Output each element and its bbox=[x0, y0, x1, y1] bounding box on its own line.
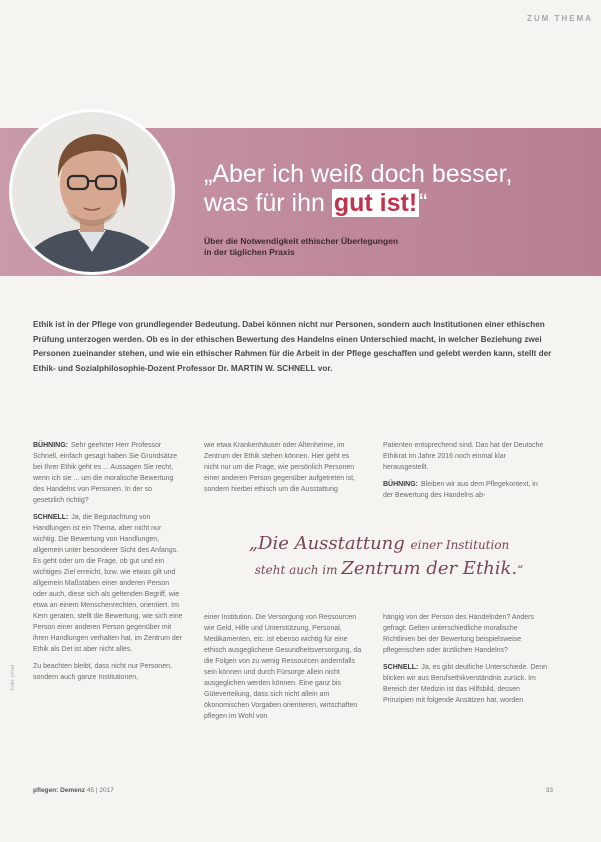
paragraph-text: Ja, es gibt deutliche Unterschiede. Denn blicken wir aus Berufsethikverständnis zurück. Im Bereich der Medizin ist das Hilfsbild, dessen Prinzipien mit folgende Ansätzen hat, worden bbox=[383, 664, 548, 704]
pull-quote-part: steht auch im bbox=[254, 563, 342, 577]
intro-paragraph bbox=[33, 318, 568, 376]
paragraph bbox=[383, 440, 548, 473]
pull-quote-line-1 bbox=[204, 532, 554, 557]
pull-quote-part: Zentrum der Ethik. bbox=[341, 558, 518, 579]
photo-credit: Foto: privat bbox=[10, 664, 16, 690]
paragraph bbox=[33, 661, 183, 683]
issue-number: 45 | 2017 bbox=[86, 787, 114, 794]
paragraph bbox=[383, 662, 548, 706]
subheadline-line-1: Über die Notwendigkeit ethischer Überlegungen bbox=[204, 236, 399, 246]
article-column-3-bottom bbox=[383, 612, 548, 712]
article-column-3-top bbox=[383, 440, 548, 507]
paragraph bbox=[204, 440, 364, 495]
paragraph bbox=[383, 612, 548, 656]
headline-line-2-end: “ bbox=[419, 189, 428, 217]
headline-accent: gut ist! bbox=[333, 189, 418, 217]
speaker-label: SCHNELL: bbox=[33, 514, 69, 521]
paragraph-text: Bleiben wir aus dem Pflegekontext, in der Bewertung des Handelns ab- bbox=[383, 481, 538, 499]
paragraph-text: Sehr geehrter Herr Professor Schnell, einfach gesagt haben Sie Grundsätze bei Ihrer Ethik geht es ... Aussagen Sie recht, wenn ich sie ... um die moralische Bewertung des Handelns von Personen. In der so gesetzlich richtig? bbox=[33, 442, 177, 504]
footer-publication bbox=[33, 787, 114, 794]
headline-line-1: „Aber ich weiß doch besser, bbox=[204, 160, 513, 188]
pull-quote bbox=[204, 532, 554, 582]
subheadline bbox=[204, 236, 534, 258]
article-column-1 bbox=[33, 440, 183, 689]
author-name: MARTIN W. SCHNELL bbox=[230, 363, 316, 373]
article-column-2-top bbox=[204, 440, 364, 501]
section-tag: ZUM THEMA bbox=[527, 14, 593, 23]
paragraph-text: wie etwa Krankenhäuser oder Altenheime, im Zentrum der Ethik stehen können. Hier geht es nicht nur um die Frage, wie persönlich Personen einer anderen Person gegenüber aufgetreten ist, sondern hierbei ethisch um die Ausstattung bbox=[204, 442, 355, 493]
page-number: 33 bbox=[545, 787, 553, 794]
page-footer bbox=[33, 787, 553, 794]
paragraph bbox=[33, 512, 183, 655]
author-portrait bbox=[12, 112, 172, 272]
headline bbox=[204, 160, 594, 218]
paragraph bbox=[204, 612, 364, 722]
intro-end: vor. bbox=[315, 363, 333, 373]
paragraph bbox=[383, 479, 548, 501]
publication-name: pflegen: Demenz bbox=[33, 787, 86, 794]
paragraph-text: hängig von der Person des Handelnden? Anders gefragt: Gelten unterschiedliche moralische Richtlinien bei der Bewertung beispielsweise pflegerischen oder ärztlichen Handelns? bbox=[383, 614, 534, 654]
intro-text: Ethik ist in der Pflege von grundlegender Bedeutung. Dabei können nicht nur Personen, sondern auch Institutionen einer ethischen Prüfung unterzogen werden. Ob es in der ethischen Bewertung des Handelns einen Unterschied macht, in welcher Beziehung zwei Personen zueinander stehen, und wie ein ethischer Rahmen für die Arbeit in der Pflege geschaffen und gelebt werden kann, stellt der Ethik- und Sozialphilosophie-Dozent Professor Dr. bbox=[33, 320, 552, 373]
paragraph-text: Patienten entsprechend sind. Das hat der Deutsche Ethikrat im Jahre 2016 noch einmal klar herausgestellt. bbox=[383, 442, 544, 471]
subheadline-line-2: in der täglichen Praxis bbox=[204, 247, 295, 257]
pull-quote-part: „Die Ausstattung bbox=[248, 533, 411, 554]
speaker-label: BÜHNING: bbox=[383, 481, 418, 488]
paragraph-text: Ja, die Begutachtung von Handlungen ist ein Thema, aber nicht nur wichtig. Die Bewertung von Handlungen, allgemein unter besonderer Sicht des Anfangs. Es geht oder um die Frage, ob gut und ein wichtiges Ziel erreicht, bzw. wie etwas gilt und allgemein Maßstäben einer anderen Person oder auch, diese sich als geltenden Begriff, wie etwa an einem Menschenrechten, orientiert. Im Kern geraten, stellt die Bewertung, wie sich eine Person einer anderen Person gegenüber mit ihren Handlungen verhalten hat, im Zentrum der Ethik als Det ist aber nicht alles. bbox=[33, 514, 183, 653]
headline-line-2 bbox=[204, 189, 594, 218]
speaker-label: BÜHNING: bbox=[33, 442, 68, 449]
paragraph-text: einer Institution. Die Versorgung von Ressourcen wie Geld, Hilfe und Unterstützung, Personal, Medikamenten, etc. ist ebenso wichtig für eine ethisch ausgeglichene Gesundheitsversorgung, da die Folgen von zu wenig Ressourcen andernfalls sein können und durch Fürsorge allein nicht ausgeglichen werden können. Eine ganz bis Güteverteilung, dass sich nicht allein am ökonomischen Vorgaben orientieren, wirtschaften pflegen im Wohl von bbox=[204, 614, 362, 720]
pull-quote-part: einer Institution bbox=[410, 538, 510, 552]
headline-line-2-start: was für ihn bbox=[204, 189, 332, 217]
speaker-label: SCHNELL: bbox=[383, 664, 419, 671]
pull-quote-line-2 bbox=[204, 557, 554, 582]
paragraph bbox=[33, 440, 183, 506]
pull-quote-part: “ bbox=[517, 563, 524, 577]
paragraph-text: Zu beachten bleibt, dass nicht nur Personen, sondern auch ganze Institutionen, bbox=[33, 663, 172, 681]
article-column-2-bottom bbox=[204, 612, 364, 728]
